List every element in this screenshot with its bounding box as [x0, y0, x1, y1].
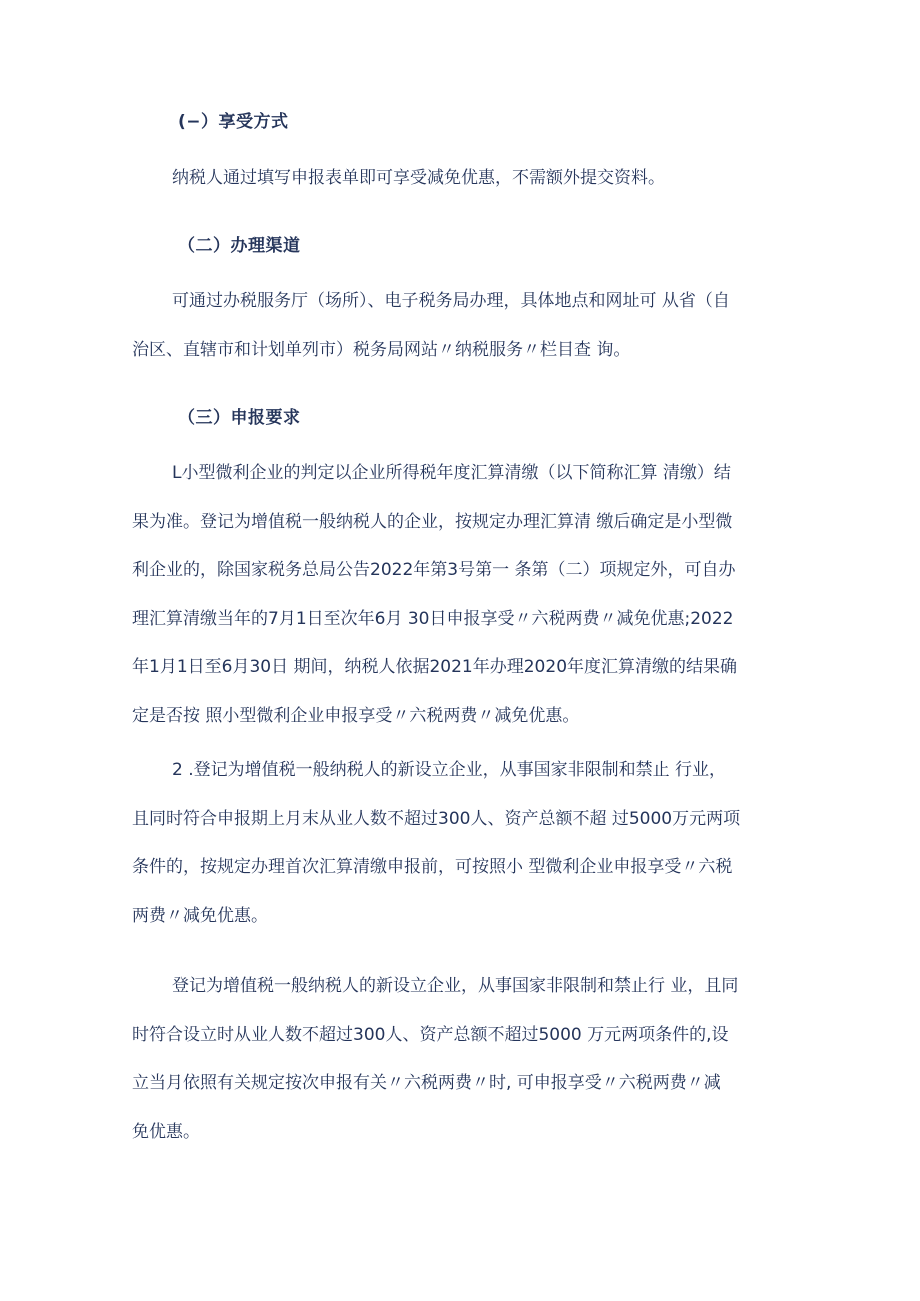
section-heading-3: （三）申报要求: [178, 408, 301, 428]
paragraph-line: 登记为增值税一般纳税人的新设立企业，从事国家非限制和禁止行 业，且同: [172, 976, 739, 996]
paragraph-line: 年1月1日至6月30日 期间，纳税人依据2021年办理2020年度汇算清缴的结果确: [132, 657, 738, 678]
paragraph-line: 两费〃减免优惠。: [132, 905, 268, 926]
section-heading-2: （二）办理渠道: [178, 236, 301, 256]
paragraph-requirement-2: [132, 746, 792, 940]
paragraph-line: 纳税人通过填写申报表单即可享受减免优惠，不需额外提交资料。: [172, 168, 665, 188]
paragraph-line: 利企业的，除国家税务总局公告2022年第3号第一 条第（二）项规定外，可自办: [132, 560, 736, 581]
paragraph-line: 理汇算清缴当年的7月1日至次年6月 30日申报享受〃六税两费〃减免优惠;2022: [132, 608, 734, 629]
paragraph-enjoy-method: [132, 154, 792, 203]
paragraph-line: 立当月依照有关规定按次申报有关〃六税两费〃时, 可申报享受〃六税两费〃减: [132, 1073, 721, 1094]
paragraph-line: 时符合设立时从业人数不超过300人、资产总额不超过5000 万元两项条件的,设: [132, 1024, 729, 1045]
paragraph-line: 条件的，按规定办理首次汇算清缴申报前，可按照小 型微利企业申报享受〃六税: [132, 857, 733, 878]
paragraph-line: 且同时符合申报期上月末从业人数不超过300人、资产总额不超 过5000万元两项: [132, 808, 741, 829]
paragraph-line: L小型微利企业的判定以企业所得税年度汇算清缴（以下简称汇算 清缴）结: [172, 463, 731, 483]
paragraph-line: 定是否按 照小型微利企业申报享受〃六税两费〃减免优惠。: [132, 705, 580, 726]
paragraph-line: 免优惠。: [132, 1121, 200, 1142]
paragraph-line: 治区、直辖市和计划单列市）税务局网站〃纳税服务〃栏目查 询。: [132, 339, 631, 360]
paragraph-channels: [132, 277, 792, 374]
paragraph-requirement-1: [132, 449, 792, 741]
paragraph-line: 可通过办税服务厅（场所）、电子税务局办理，具体地点和网址可 从省（自: [172, 291, 730, 311]
section-heading-1: (−）享受方式: [178, 112, 289, 132]
paragraph-requirement-3: [132, 962, 792, 1156]
paragraph-line: 果为准。登记为增值税一般纳税人的企业，按规定办理汇算清 缴后确定是小型微: [132, 511, 733, 532]
paragraph-line: 2 .登记为增值税一般纳税人的新设立企业，从事国家非限制和禁止 行业，: [172, 760, 727, 780]
